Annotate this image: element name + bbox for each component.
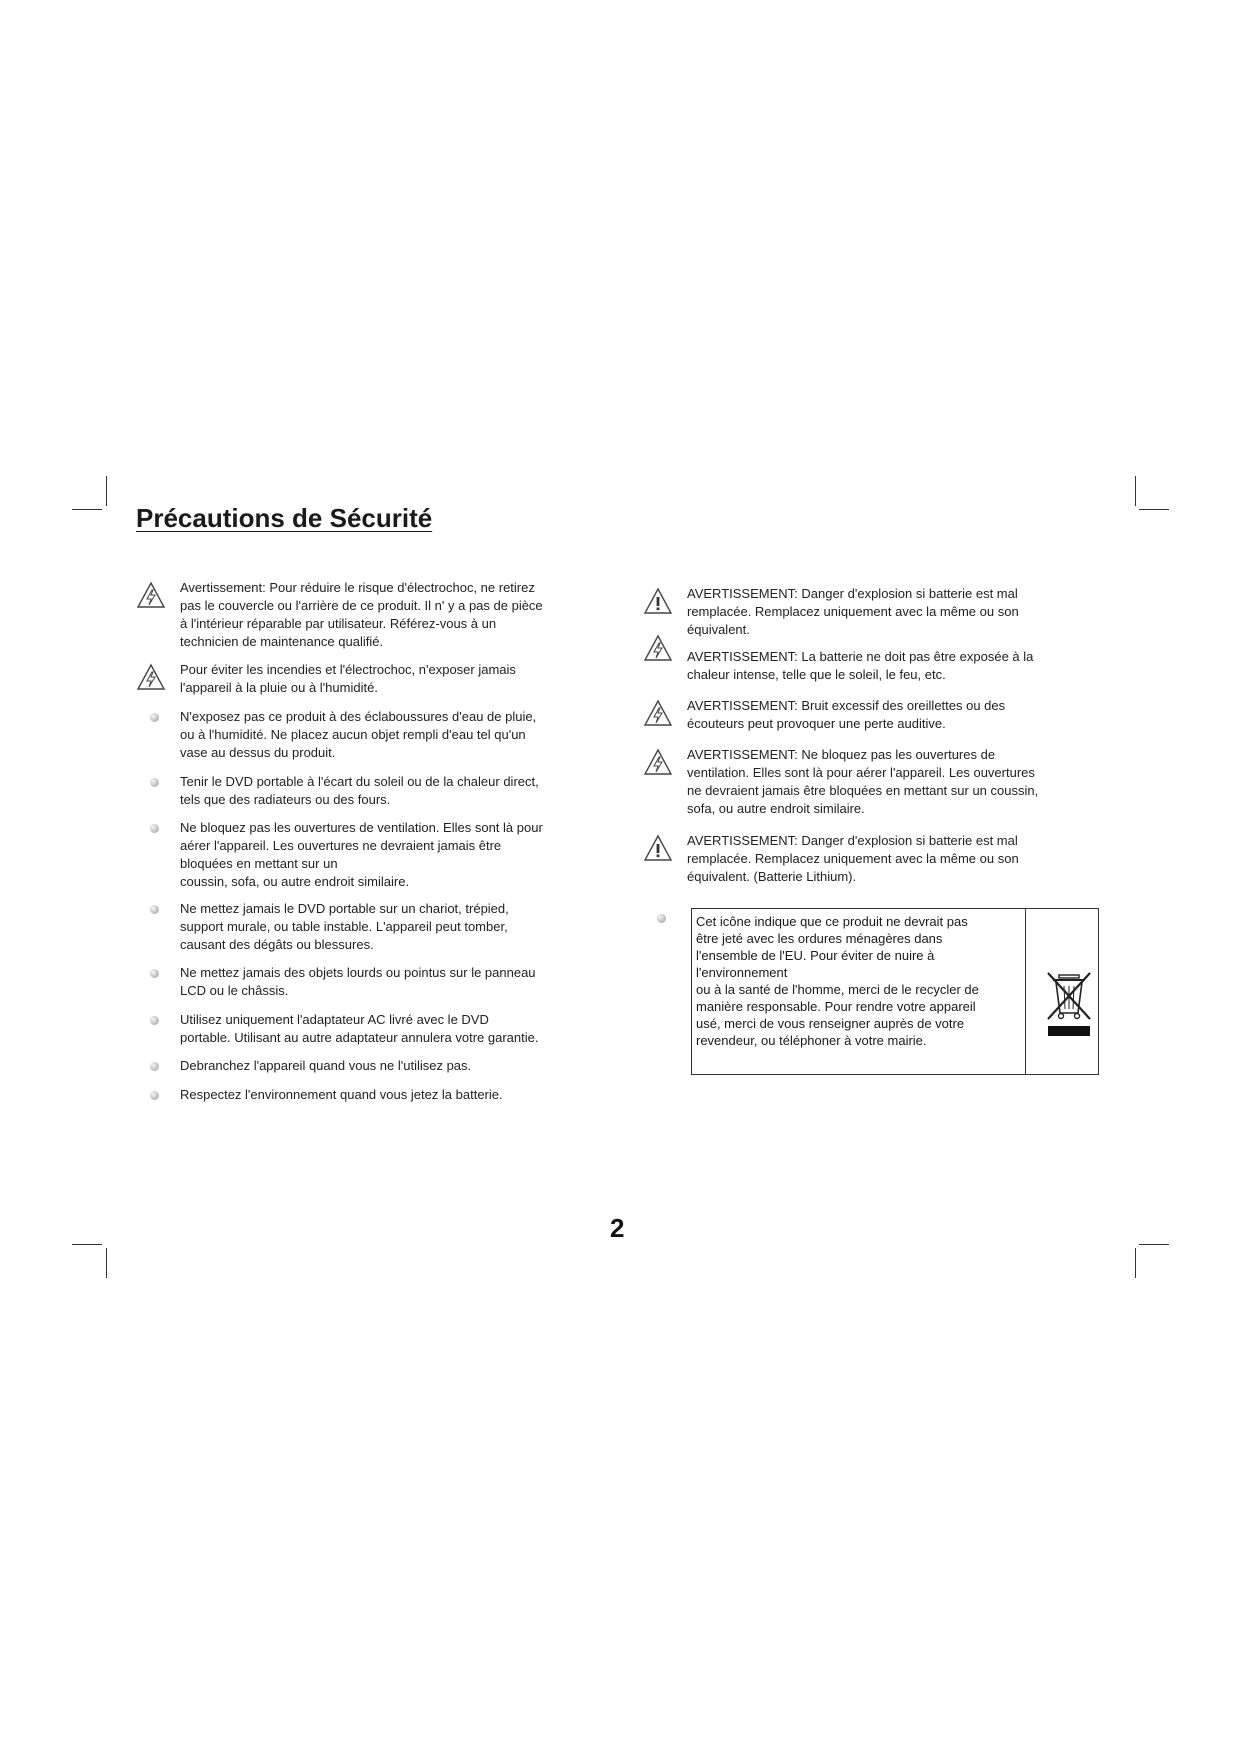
item-text: N'exposez pas ce produit à des éclaboussures d'eau de pluie, ou à l'humidité. Ne placez aucun objet rempli d'eau tel qu'un vase au dessus du produit. bbox=[180, 709, 537, 760]
lightning-warning-icon bbox=[643, 634, 673, 662]
crop-mark bbox=[1135, 476, 1136, 506]
bullet-icon bbox=[150, 824, 159, 833]
item-text: Debranchez l'appareil quand vous ne l'utilisez pas. bbox=[180, 1058, 472, 1073]
item-text: AVERTISSEMENT: Bruit excessif des oreillettes ou des écouteurs peut provoquer une perte auditive. bbox=[687, 698, 1006, 731]
item-text: Respectez l'environnement quand vous jetez la batterie. bbox=[180, 1087, 503, 1102]
lightning-warning-icon bbox=[643, 699, 673, 727]
page-title: Précautions de Sécurité bbox=[136, 503, 433, 533]
exclamation-warning-icon bbox=[643, 587, 673, 615]
bullet-icon bbox=[150, 1016, 159, 1025]
lightning-warning-icon bbox=[136, 663, 166, 691]
bullet-icon bbox=[150, 1091, 159, 1100]
item-text: Ne bloquez pas les ouvertures de ventilation. Elles sont là pour aérer l'appareil. Les ouvertures ne devraient jamais être bloquées en mettant sur un coussin, sofa, ou autre endroit similaire. bbox=[180, 820, 543, 889]
item-text: Ne mettez jamais des objets lourds ou pointus sur le panneau LCD ou le châssis. bbox=[180, 965, 536, 998]
bullet-icon bbox=[150, 713, 159, 722]
crop-mark bbox=[1139, 509, 1169, 510]
eu-recycling-notice bbox=[691, 908, 1099, 1075]
item-text: AVERTISSEMENT: Danger d'explosion si batterie est mal remplacée. Remplacez uniquement avec la même ou son équivalent. bbox=[687, 586, 1019, 637]
lightning-warning-icon bbox=[136, 581, 166, 609]
eu-notice-text: Cet icône indique que ce produit ne devrait pas être jeté avec les ordures ménagères dans l'ensemble de l'EU. Pour éviter de nuire à l'environnement ou à la santé de l'homme, merci de le recycler de manière responsable. Pour rendre votre appareil usé, merci de vous renseigner auprès de votre revendeur, ou téléphoner à votre mairie. bbox=[696, 914, 979, 1048]
item-text: Avertissement: Pour réduire le risque d'électrochoc, ne retirez pas le couvercle ou l'arrière de ce produit. Il n' y a pas de pièce à l'intérieur réparable par utilisateur. Référez-vous à un technicien de maintenance qualifié. bbox=[180, 580, 543, 649]
item-text: Ne mettez jamais le DVD portable sur un chariot, trépied, support murale, ou table instable. L'appareil peut tomber, causant des dégâts ou blessures. bbox=[180, 901, 509, 952]
bullet-icon bbox=[150, 1062, 159, 1071]
exclamation-warning-icon bbox=[643, 834, 673, 862]
bullet-icon bbox=[150, 905, 159, 914]
item-text: Pour éviter les incendies et l'électrochoc, n'exposer jamais l'appareil à la pluie ou à l'humidité. bbox=[180, 662, 516, 695]
crop-mark bbox=[106, 1248, 107, 1278]
lightning-warning-icon bbox=[643, 748, 673, 776]
divider bbox=[1025, 909, 1026, 1074]
weee-crossed-bin-icon bbox=[1042, 969, 1098, 1041]
crop-mark bbox=[72, 509, 102, 510]
item-text: AVERTISSEMENT: La batterie ne doit pas être exposée à la chaleur intense, telle que le soleil, le feu, etc. bbox=[687, 649, 1034, 682]
item-text: AVERTISSEMENT: Ne bloquez pas les ouvertures de ventilation. Elles sont là pour aérer l'appareil. Les ouvertures ne devraient jamais être bloquées en mettant sur un coussin, sofa, ou autre endroit similaire. bbox=[687, 747, 1039, 816]
crop-mark bbox=[72, 1244, 102, 1245]
item-text: Utilisez uniquement l'adaptateur AC livré avec le DVD portable. Utilisant au autre adaptateur annulera votre garantie. bbox=[180, 1012, 539, 1045]
page-number: 2 bbox=[610, 1213, 625, 1243]
bullet-icon bbox=[150, 969, 159, 978]
crop-mark bbox=[106, 476, 107, 506]
bullet-icon bbox=[150, 778, 159, 787]
item-text: AVERTISSEMENT: Danger d'explosion si batterie est mal remplacée. Remplacez uniquement avec la même ou son équivalent. (Batterie Lithium). bbox=[687, 833, 1019, 884]
crop-mark bbox=[1135, 1248, 1136, 1278]
item-text: Tenir le DVD portable à l'écart du soleil ou de la chaleur direct, tels que des radiateurs ou des fours. bbox=[180, 774, 539, 807]
bullet-icon bbox=[657, 914, 666, 923]
crop-mark bbox=[1139, 1244, 1169, 1245]
